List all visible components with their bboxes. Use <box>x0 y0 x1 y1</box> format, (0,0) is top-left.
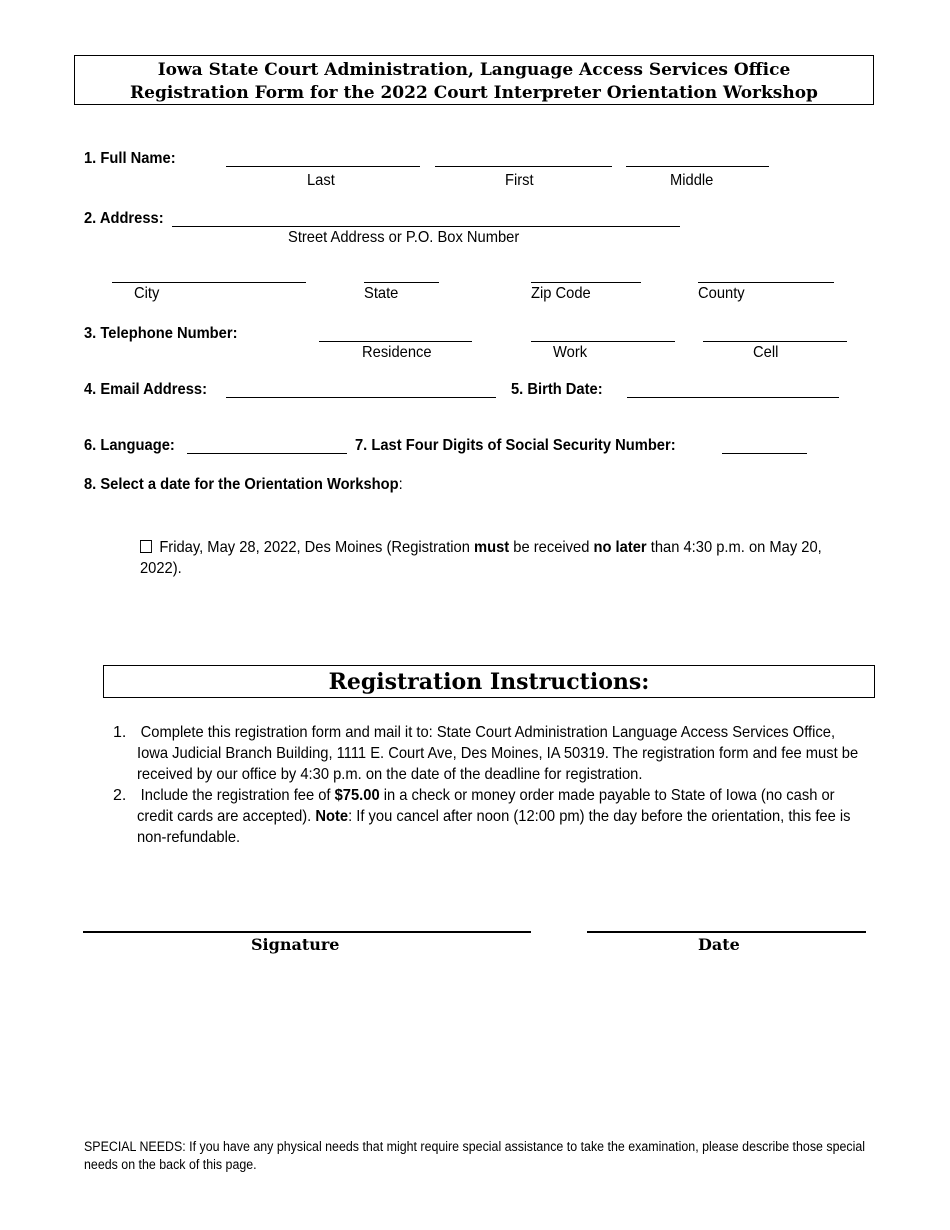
last-name-line[interactable] <box>226 166 420 167</box>
workshop-checkbox[interactable] <box>140 540 152 553</box>
cell-caption: Cell <box>753 344 779 361</box>
city-line[interactable] <box>112 282 306 283</box>
form-title-line2: Registration Form for the 2022 Court Interpreter Orientation Workshop <box>130 83 818 103</box>
ssn-label: 7. Last Four Digits of Social Security Number: <box>355 437 676 454</box>
zip-code-caption: Zip Code <box>531 285 591 302</box>
option-text-post: than 4:30 p.m. on May 20, 2022). <box>140 539 822 577</box>
instruction-2-pre: Include the registration fee of <box>140 787 335 804</box>
address-label: 2. Address: <box>84 210 164 227</box>
workshop-option[interactable] <box>140 537 839 579</box>
workshop-colon: : <box>398 476 403 493</box>
instruction-2-number: 2. <box>113 787 127 804</box>
instruction-2-post: : If you cancel after noon (12:00 pm) the day before the orientation, this fee is non-refundable. <box>137 808 851 846</box>
option-text-pre: Friday, May 28, 2022, Des Moines (Registration <box>159 539 475 556</box>
signature-caption: Signature <box>251 935 340 954</box>
option-no-later: no later <box>593 539 647 556</box>
birth-date-line[interactable] <box>627 397 839 398</box>
county-line[interactable] <box>698 282 834 283</box>
language-label: 6. Language: <box>84 437 175 454</box>
email-label: 4. Email Address: <box>84 381 207 398</box>
zip-code-line[interactable] <box>531 282 641 283</box>
street-address-caption: Street Address or P.O. Box Number <box>288 229 520 246</box>
special-needs-note: SPECIAL NEEDS: If you have any physical needs that might require special assistance to take the examination, please describe those special needs on the back of this page. <box>84 1139 866 1172</box>
workshop-label-row <box>84 476 403 494</box>
residence-phone-line[interactable] <box>319 341 472 342</box>
city-caption: City <box>134 285 160 302</box>
work-caption: Work <box>553 344 588 361</box>
last-name-caption: Last <box>307 172 335 189</box>
telephone-label: 3. Telephone Number: <box>84 325 238 342</box>
work-phone-line[interactable] <box>531 341 675 342</box>
workshop-label: 8. Select a date for the Orientation Workshop <box>84 476 399 493</box>
birth-date-label: 5. Birth Date: <box>511 381 603 398</box>
middle-name-line[interactable] <box>626 166 769 167</box>
state-caption: State <box>364 285 399 302</box>
instruction-2-text <box>137 785 864 848</box>
residence-caption: Residence <box>362 344 432 361</box>
instruction-2-fee: $75.00 <box>334 787 380 804</box>
first-name-caption: First <box>505 172 534 189</box>
full-name-label: 1. Full Name: <box>84 150 176 167</box>
email-line[interactable] <box>226 397 496 398</box>
language-line[interactable] <box>187 453 347 454</box>
option-must: must <box>474 539 510 556</box>
signature-line[interactable] <box>83 931 531 933</box>
street-address-line[interactable] <box>172 226 680 227</box>
form-title-line1: Iowa State Court Administration, Language Access Services Office <box>157 60 791 80</box>
form-title-box <box>74 55 874 105</box>
first-name-line[interactable] <box>435 166 612 167</box>
instruction-2-mid: in a check or money order made payable to State of Iowa (no cash or credit cards are accepted). <box>137 787 835 825</box>
instruction-2-note: Note <box>315 808 349 825</box>
county-caption: County <box>698 285 745 302</box>
instruction-1-text: Complete this registration form and mail it to: State Court Administration Language Access Services Office, Iowa Judicial Branch Building, 1111 E. Court Ave, Des Moines, IA 50319. The registration form and fee must be received by our office by 4:30 p.m. on the date of the deadline for registration. <box>137 724 859 783</box>
instruction-1-number: 1. <box>113 724 127 741</box>
instructions-title: Registration Instructions: <box>328 669 650 695</box>
state-line[interactable] <box>364 282 439 283</box>
middle-name-caption: Middle <box>670 172 714 189</box>
cell-phone-line[interactable] <box>703 341 847 342</box>
option-text-mid: be received <box>509 539 594 556</box>
date-caption: Date <box>698 935 740 954</box>
date-line[interactable] <box>587 931 866 933</box>
ssn-line[interactable] <box>722 453 807 454</box>
instructions-title-box <box>103 665 875 698</box>
